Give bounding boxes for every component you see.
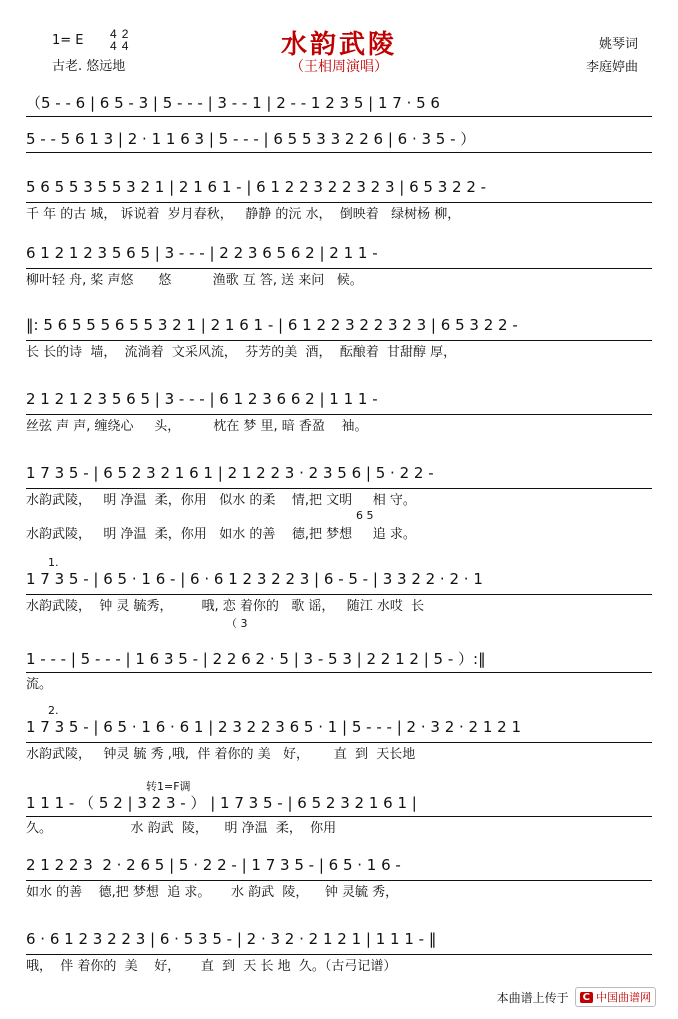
lyric-line: 哦， 伴 着你的 美 好， 直 到 天 长 地 久。（古弓记谱） (26, 959, 397, 974)
alt-note-small: 6 5 (356, 509, 374, 522)
notes-line: 2 1 2 2 3 2 · 2 6 5 | 5 · 2 2 - | 1 7 3 5 - | 6 5 · 1 6 - (26, 856, 401, 874)
system-13 (26, 930, 652, 975)
composer-credit: 李庭婷曲 (585, 60, 638, 75)
notes-line: （5 - - 6 | 6 5 - 3 | 5 - - - | 3 - - 1 | 2 - - 1 2 3 5 | 1 7 · 5 6 (26, 94, 440, 112)
notes-line: 5 6 5 5 3 5 5 3 2 1 | 2 1 6 1 - | 6 1 2 2 3 2 2 3 2 3 | 6 5 3 2 2 - (26, 178, 487, 196)
performer-subtitle: （王相周演唱） (290, 59, 388, 75)
modulation-label: 转1=F调 (146, 780, 191, 793)
lyric-line-verse2: 水韵武陵， 明 净温 柔，你用 如水 的善 德,把 梦想 追 求。 (26, 527, 416, 542)
system-12 (26, 856, 652, 901)
page-title: 水韵武陵 (280, 30, 397, 60)
lyricist-credit: 姚琴词 (598, 37, 638, 52)
lyric-line: 流。 (26, 677, 53, 692)
system-7 (26, 464, 652, 543)
notes-line: ‖: 5 6 5 5 5 6 5 5 3 2 1 | 2 1 6 1 - | 6 1 2 2 3 2 2 3 2 3 | 6 5 3 2 2 - (26, 316, 518, 334)
lyric-line: 水韵武陵， 明 净温 柔，你用 似水 的柔 情,把 文明 相 守。 (26, 493, 416, 508)
lyric-line: 久。 水 韵武 陵， 明 净温 柔， 你用 (26, 821, 337, 836)
lyric-line: 如水 的善 德,把 梦想 追 求。 水 韵武 陵， 钟 灵毓 秀， (26, 885, 399, 900)
logo-mark: C (580, 992, 593, 1003)
time-signature-1: 4 4 (110, 27, 117, 53)
notes-line: 6 1 2 1 2 3 5 6 5 | 3 - - - | 2 2 3 6 5 6 2 | 2 1 1 - (26, 244, 378, 262)
system-4 (26, 244, 652, 289)
system-9 (26, 648, 652, 693)
system-11 (26, 778, 652, 837)
system-2 (26, 128, 652, 153)
key-signature: 1= E (52, 33, 84, 48)
time-signature-2: 2 4 (121, 27, 129, 53)
ending-1-label: 1. (48, 556, 59, 569)
system-10 (26, 704, 652, 763)
grace-note-group: （ 3 (226, 617, 248, 630)
system-1 (26, 92, 652, 117)
lyric-line: 水韵武陵， 钟 灵 毓秀， 哦, 恋 着你的 歌 谣， 随江 水哎 长 (26, 599, 425, 614)
staff-rule (26, 152, 652, 153)
logo-text: 中国曲谱网 (596, 991, 651, 1004)
lyric-line: 长 长的诗 墙， 流淌着 文采风流， 芬芳的美 酒， 酝酿着 甘甜醇 厚， (26, 345, 457, 360)
lyric-line: 柳叶轻 舟, 桨 声悠 悠 渔歌 互 答, 送 来问 候。 (26, 273, 363, 288)
notes-line: 1 7 3 5 - | 6 5 · 1 6 - | 6 · 6 1 2 3 2 2 3 | 6 - 5 - | 3 3 2 2 · 2 · 1 (26, 570, 483, 588)
footer-watermark (497, 987, 656, 1007)
lyric-line: 丝弦 声 声, 缠绕心 头， 枕在 梦 里, 暗 香盈 袖。 (26, 419, 368, 434)
notes-line: 1 7 3 5 - | 6 5 2 3 2 1 6 1 | 2 1 2 2 3 · 2 3 5 6 | 5 · 2 2 - (26, 464, 434, 482)
notes-line: 1 7 3 5 - | 6 5 · 1 6 · 6 1 | 2 3 2 2 3 6 5 · 1 | 5 - - - | 2 · 3 2 · 2 1 2 1 (26, 718, 522, 736)
notes-line: 1 1 1 - （ 5 2 | 3 2 3 - ） | 1 7 3 5 - | 6 5 2 3 2 1 6 1 | (26, 794, 417, 812)
system-8 (26, 556, 652, 629)
system-3 (26, 178, 652, 223)
notes-line: 5 - - 5 6 1 3 | 2 · 1 1 6 3 | 5 - - - | 6 5 5 3 3 2 2 6 | 6 · 3 5 - ） (26, 130, 476, 148)
site-logo[interactable] (575, 987, 656, 1007)
ending-2-label: 2. (48, 704, 59, 717)
tempo-marking: 古老. 悠远地 (52, 59, 126, 74)
lyric-line: 千 年 的古 城， 诉说着 岁月春秋， 静静 的沅 水， 倒映着 绿树杨 柳， (26, 207, 461, 222)
lyric-line: 水韵武陵， 钟灵 毓 秀 ,哦, 伴 着你的 美 好， 直 到 天长地 (26, 747, 416, 762)
footer-text: 本曲谱上传于 (496, 990, 569, 1005)
notes-line: 1 - - - | 5 - - - | 1 6 3 5 - | 2 2 6 2 · 5 | 3 - 5 3 | 2 2 1 2 | 5 - ）:‖ (26, 650, 486, 668)
staff-rule (26, 116, 652, 117)
notes-line: 2 1 2 1 2 3 5 6 5 | 3 - - - | 6 1 2 3 6 6 2 | 1 1 1 - (26, 390, 378, 408)
system-6 (26, 390, 652, 435)
notes-line: 6 · 6 1 2 3 2 2 3 | 6 · 5 3 5 - | 2 · 3 2 · 2 1 2 1 | 1 1 1 - ‖ (26, 930, 437, 948)
system-5 (26, 316, 652, 361)
